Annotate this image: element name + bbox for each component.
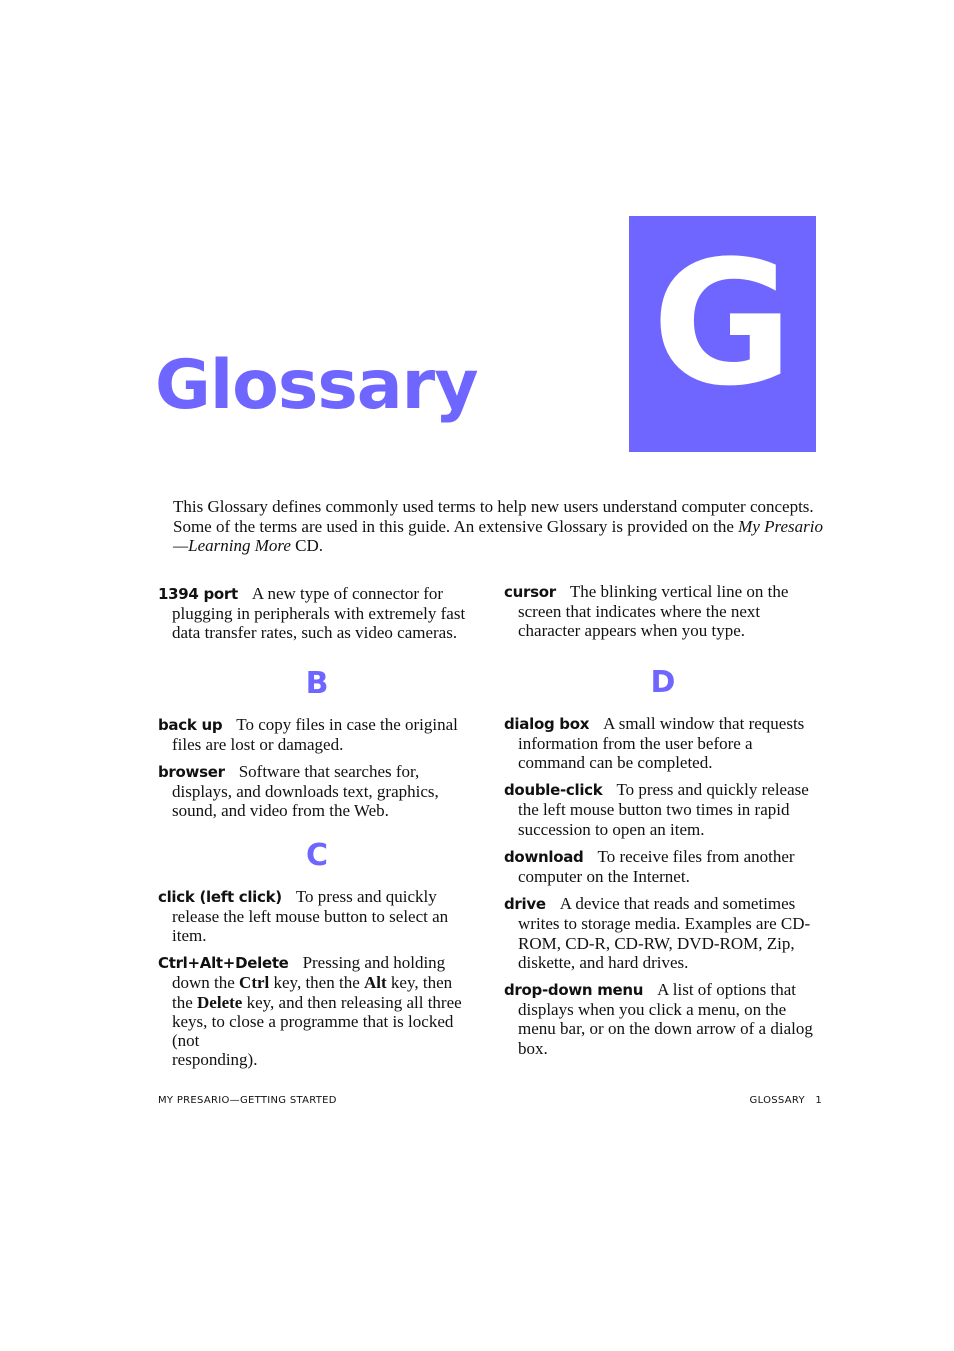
glossary-entry-drive: [504, 894, 822, 972]
footer-book-title: MY PRESARIO—GETTING STARTED: [158, 1095, 337, 1106]
chapter-letter: G: [651, 223, 794, 424]
key-delete: Delete: [197, 992, 243, 1012]
glossary-entry-download: [504, 847, 822, 886]
glossary-definition: A small window that requests information from the user before a command can be completed.: [518, 713, 805, 773]
page-title: Glossary: [155, 346, 478, 425]
glossary-entry-double-click: [504, 780, 822, 839]
glossary-definition: To receive files from another computer on the Internet.: [518, 846, 795, 887]
glossary-entry-1394-port: [158, 584, 476, 643]
section-letter-d: D: [650, 664, 676, 700]
section-letter-c: C: [305, 837, 329, 873]
glossary-column-right: [504, 582, 822, 1066]
intro-text-end: CD.: [290, 536, 324, 555]
intro-text: This Glossary defines commonly used terms to help new users understand computer concepts. Some of the terms are used in this guide. An extensive Glossary is provided on the: [173, 497, 814, 536]
glossary-definition: The blinking vertical line on the screen that indicates where the next character appears when you type.: [518, 582, 789, 641]
glossary-definition: To copy files in case the original files are lost or damaged.: [172, 714, 458, 754]
footer-page-label: GLOSSARY 1: [749, 1095, 822, 1106]
glossary-entry-drop-down-menu: [504, 980, 822, 1058]
intro-cd-title: My Presario—Learning More: [173, 516, 823, 555]
intro-paragraph: [173, 497, 833, 556]
glossary-definition: To press and quickly release the left mouse button two times in rapid succession to open an item.: [518, 780, 809, 839]
glossary-definition: To press and quickly release the left mouse button to select an item.: [172, 886, 449, 946]
glossary-definition: A device that reads and sometimes writes to storage media. Examples are CD-ROM, CD-R, CD-RW, DVD-ROM, Zip, diskette, and hard drives.: [518, 894, 811, 972]
section-letter-b: B: [305, 665, 329, 701]
glossary-term: dialog box: [504, 714, 590, 733]
glossary-definition: responding).: [172, 1050, 258, 1070]
glossary-term: drop-down menu: [504, 981, 644, 1000]
glossary-entry-cursor: [504, 582, 822, 641]
glossary-term: cursor: [504, 583, 556, 601]
glossary-entry-click: [158, 887, 476, 946]
glossary-term: back up: [158, 715, 223, 734]
glossary-definition: key, and then releasing all three keys, to close a programme that is locked (not: [172, 992, 462, 1051]
glossary-entry-back-up: [158, 715, 476, 754]
glossary-term: browser: [158, 763, 225, 782]
glossary-definition: key, then the: [172, 973, 453, 1012]
glossary-term: 1394 port: [158, 585, 238, 603]
glossary-term: drive: [504, 895, 546, 914]
key-alt: Alt: [364, 973, 387, 993]
glossary-definition: Pressing and holding down the: [172, 953, 446, 993]
glossary-column-left: [158, 584, 476, 1077]
chapter-tab: [629, 216, 816, 452]
glossary-entry-dialog-box: [504, 714, 822, 773]
glossary-term: Ctrl+Alt+Delete: [158, 954, 289, 973]
glossary-term: download: [504, 847, 584, 866]
glossary-entry-ctrl-alt-delete: [158, 953, 476, 1069]
glossary-entry-browser: [158, 762, 476, 821]
glossary-definition: key, then the: [269, 973, 364, 993]
glossary-definition: Software that searches for, displays, and downloads text, graphics, sound, and video from the Web.: [172, 762, 439, 821]
glossary-term: click (left click): [158, 887, 282, 906]
glossary-definition: A new type of connector for plugging in peripherals with extremely fast data transfer rates, such as video cameras.: [172, 584, 466, 643]
glossary-definition: A list of options that displays when you click a menu, on the menu bar, or on the down arrow of a dialog box.: [518, 980, 813, 1058]
glossary-term: double-click: [504, 781, 603, 800]
key-ctrl: Ctrl: [239, 973, 270, 993]
